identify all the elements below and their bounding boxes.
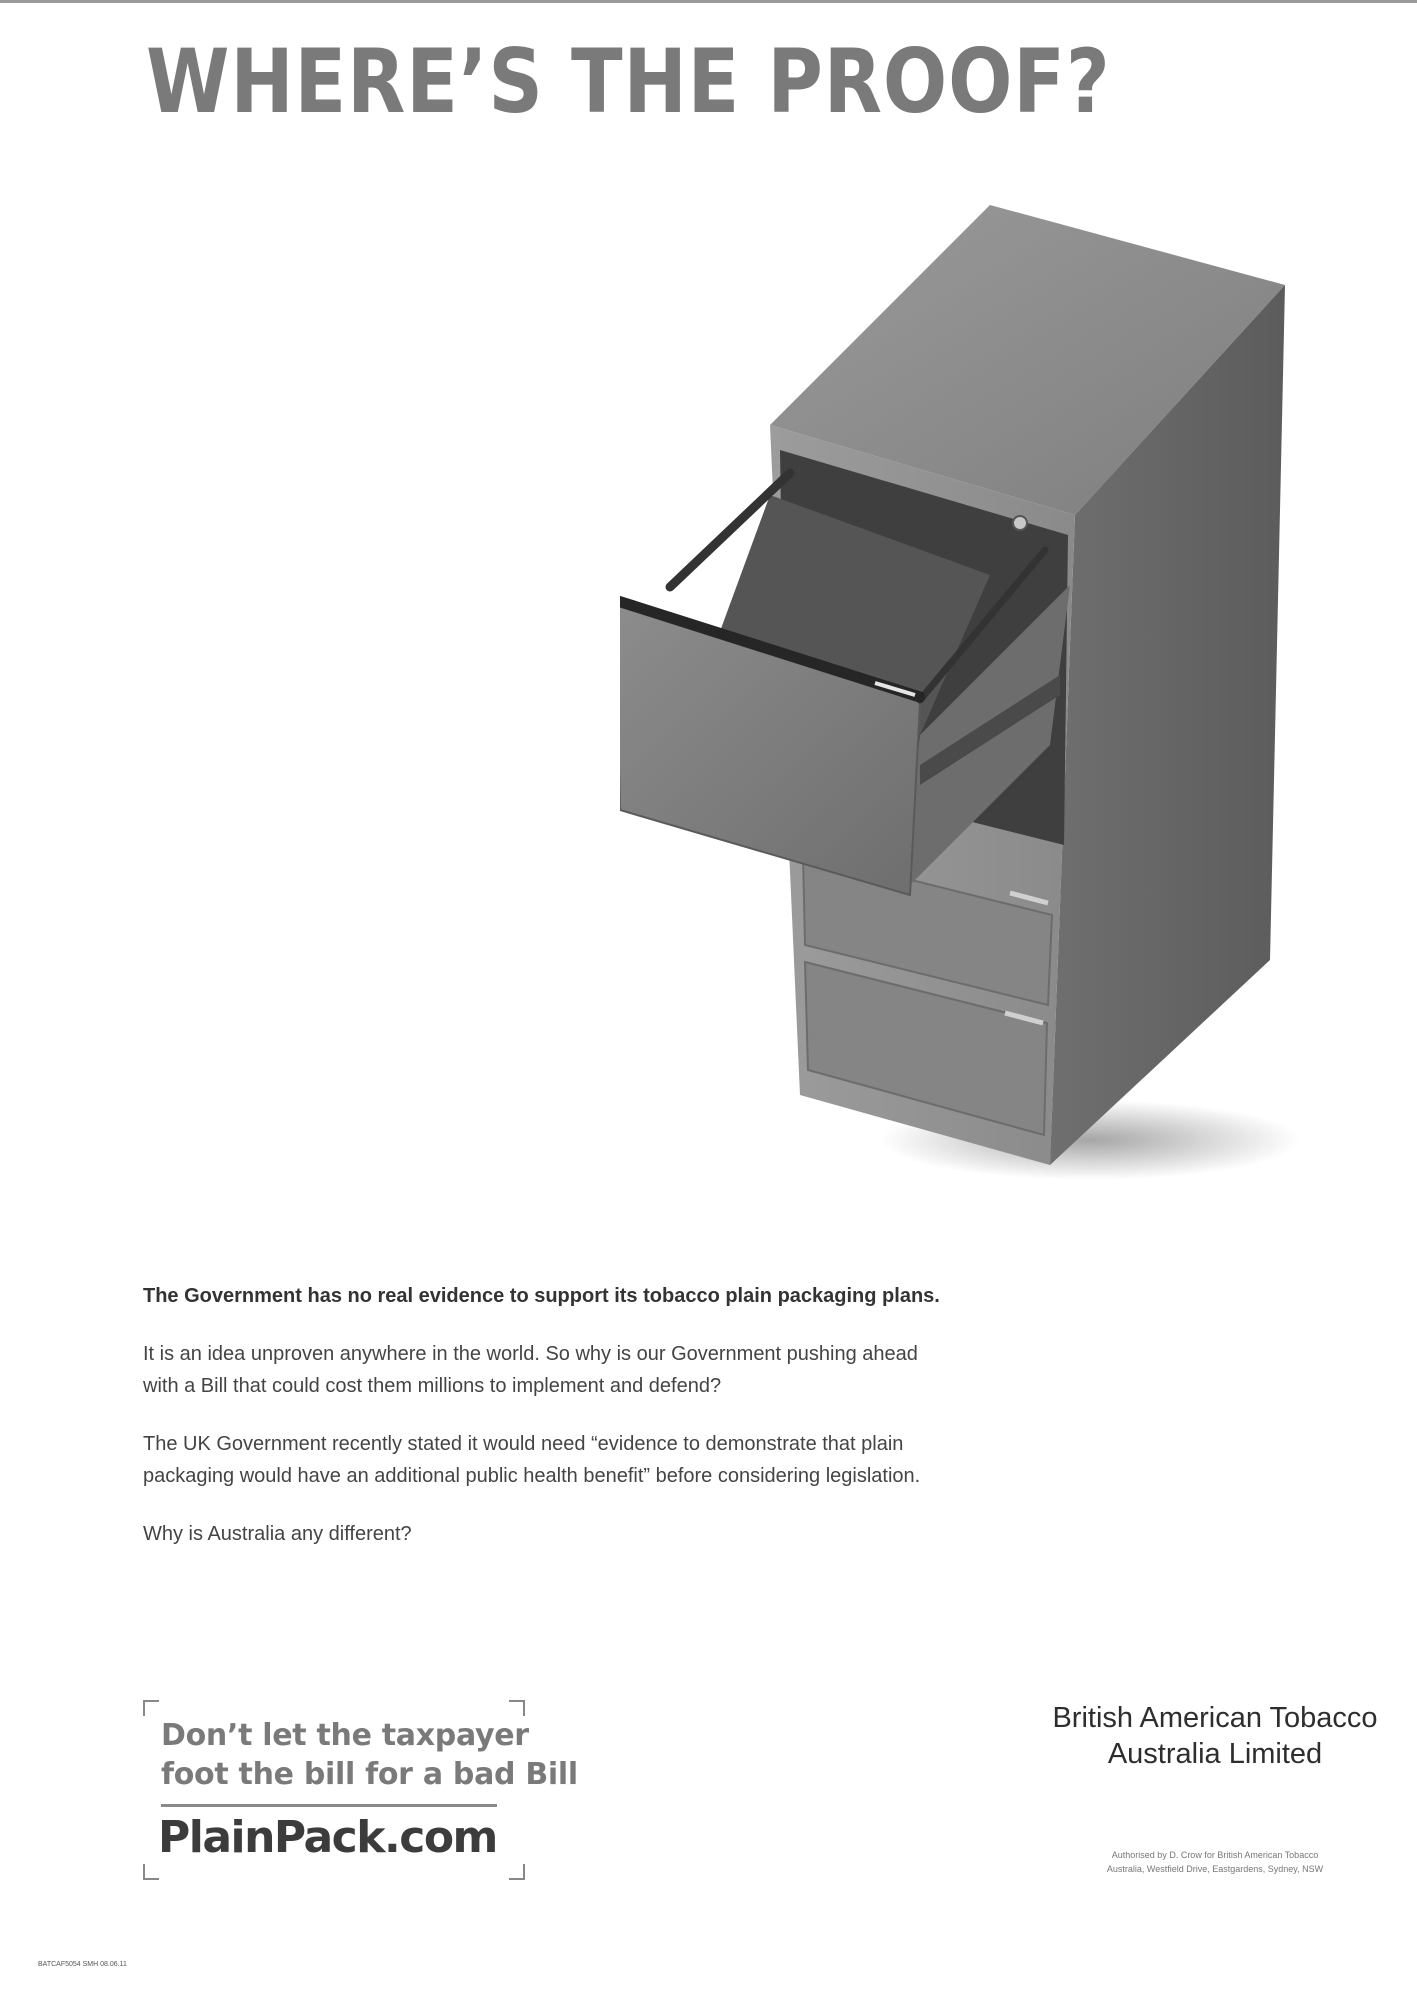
cta-corner-bottom-left	[143, 1864, 159, 1880]
cta-line-2: foot the bill for a bad Bill	[161, 1757, 578, 1792]
document-reference: BATCAF5054 SMH 08.06.11	[38, 1961, 127, 1968]
brand-line-1: British American Tobacco	[1052, 1702, 1378, 1734]
body-lead: The Government has no real evidence to support its tobacco plain packaging plans.	[143, 1285, 940, 1307]
cta-corner-top-right	[509, 1700, 525, 1716]
headline: WHERE’S THE PROOF?	[146, 30, 1111, 133]
authorisation-line-2: Australia, Westfield Drive, Eastgardens, Sydney, NSW	[1106, 1864, 1324, 1874]
brand-name	[1040, 1700, 1390, 1772]
body-copy	[143, 1280, 1043, 1576]
authorisation-line-1: Authorised by D. Crow for British American Tobacco	[1111, 1850, 1319, 1860]
body-paragraph-2-line-2: packaging would have an additional public health benefit” before considering legislation.	[143, 1465, 921, 1487]
cta-line-1: Don’t let the taxpayer	[161, 1718, 529, 1753]
body-paragraph-2-line-1: The UK Government recently stated it would need “evidence to demonstrate that plain	[143, 1433, 904, 1455]
body-paragraph-1-line-1: It is an idea unproven anywhere in the world. So why is our Government pushing ahead	[143, 1343, 918, 1365]
cta-divider	[161, 1804, 497, 1807]
body-paragraph-3: Why is Australia any different?	[143, 1523, 412, 1545]
cta-url-link[interactable]: PlainPack.com	[158, 1812, 497, 1863]
body-paragraph-1-line-2: with a Bill that could cost them millions to implement and defend?	[143, 1375, 722, 1397]
body-paragraph-1	[143, 1338, 1043, 1402]
cta-box	[143, 1700, 578, 1880]
body-paragraph-2	[143, 1428, 1043, 1492]
brand-line-2: Australia Limited	[1107, 1738, 1323, 1770]
top-border	[0, 0, 1417, 3]
cta-corner-top-left	[143, 1700, 159, 1716]
cta-corner-bottom-right	[509, 1864, 525, 1880]
filing-cabinet-illustration	[620, 205, 1300, 1205]
authorisation-statement	[1070, 1848, 1360, 1876]
cabinet-lock	[1013, 516, 1027, 530]
